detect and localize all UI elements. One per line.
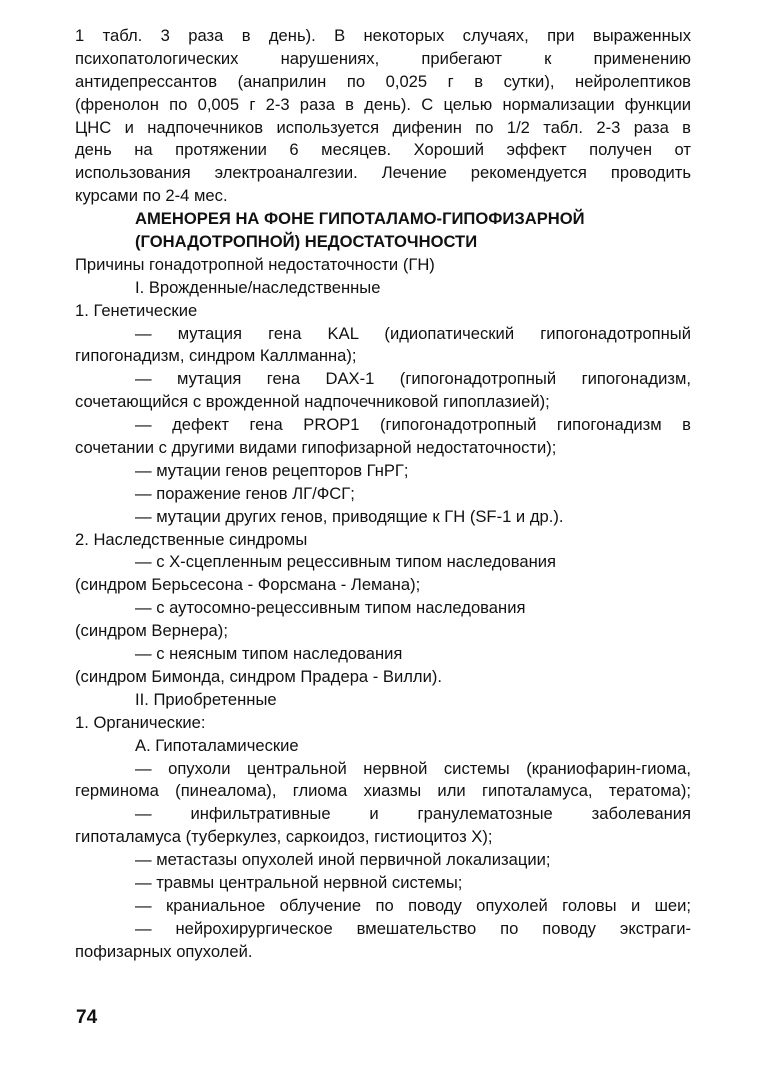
text-line: — мутация гена KAL (идиопатический гипогонадотропный <box>135 323 691 343</box>
text-line: (френолон по 0,005 г 2-3 раза в день). С целью нормализации функции <box>75 94 691 114</box>
text-line: — поражение генов ЛГ/ФСГ; <box>135 483 355 503</box>
text-line: А. Гипоталамические <box>135 735 299 755</box>
text-line: психопатологических нарушениях, прибегают к применению <box>75 48 691 68</box>
section-heading-line: АМЕНОРЕЯ НА ФОНЕ ГИПОТАЛАМО-ГИПОФИЗАРНОЙ <box>135 209 585 229</box>
text-line: сочетании с другими видами гипофизарной недостаточности); <box>75 438 557 458</box>
text-line: — травмы центральной нервной системы; <box>135 872 463 892</box>
text-line: — дефект гена PROP1 (гипогонадотропный гипогонадизм в <box>135 415 691 435</box>
text-line: Причины гонадотропной недостаточности (ГН) <box>75 254 435 274</box>
text-line: — краниальное облучение по поводу опухолей головы и шеи; <box>135 895 691 915</box>
text-line: — мутации других генов, приводящие к ГН (SF-1 и др.). <box>135 506 564 526</box>
text-line: I. Врожденные/наследственные <box>135 277 381 297</box>
text-line: 1. Органические: <box>75 712 206 732</box>
text-line: — с Х-сцепленным рецессивным типом наследования <box>135 552 557 572</box>
text-line: сочетающийся с врожденной надпочечниковой гипоплазией); <box>75 392 550 412</box>
text-line: ЦНС и надпочечников используется дифенин по 1/2 табл. 2-3 раза в <box>75 117 691 137</box>
text-line: II. Приобретенные <box>135 689 277 709</box>
text-line: — опухоли центральной нервной системы (краниофарин-гиома, <box>135 758 691 778</box>
text-line: гипоталамуса (туберкулез, саркоидоз, гистиоцитоз X); <box>75 827 493 847</box>
text-line: (синдром Вернера); <box>75 621 228 641</box>
text-line: — с неясным типом наследования <box>135 644 403 664</box>
text-line: пофизарных опухолей. <box>75 941 253 961</box>
text-line: антидепрессантов (анаприлин по 0,025 г в сутки), нейролептиков <box>75 71 691 91</box>
text-line: — нейрохирургическое вмешательство по поводу экстраги- <box>135 918 691 938</box>
body-text <box>75 25 691 964</box>
text-line: курсами по 2-4 мес. <box>75 186 228 206</box>
text-line: гипогонадизм, синдром Каллманна); <box>75 346 357 366</box>
text-line: использования электроаналгезии. Лечение рекомендуется проводить <box>75 163 691 183</box>
text-line: — с аутосомно-рецессивным типом наследования <box>135 598 526 618</box>
text-line: 2. Наследственные синдромы <box>75 529 308 549</box>
text-line: — метастазы опухолей иной первичной локализации; <box>135 850 551 870</box>
text-line: (синдром Берьсесона - Форсмана - Лемана); <box>75 575 421 595</box>
text-line: 1. Генетические <box>75 300 198 320</box>
text-line: (синдром Бимонда, синдром Прадера - Вилли). <box>75 666 442 686</box>
section-heading-line: (ГОНАДОТРОПНОЙ) НЕДОСТАТОЧНОСТИ <box>135 232 478 252</box>
text-line: день на протяжении 6 месяцев. Хороший эффект получен от <box>75 140 691 160</box>
page-number: 74 <box>76 1007 98 1028</box>
text-line: герминома (пинеалома), глиома хиазмы или гипоталамуса, тератома); <box>75 781 691 801</box>
text-line: — инфильтративные и гранулематозные заболевания <box>135 804 691 824</box>
text-line: 1 табл. 3 раза в день). В некоторых случаях, при выраженных <box>75 26 691 45</box>
text-line: — мутация гена DAX-1 (гипогонадотропный гипогонадизм, <box>135 369 691 389</box>
text-line: — мутации генов рецепторов ГнРГ; <box>135 460 409 480</box>
